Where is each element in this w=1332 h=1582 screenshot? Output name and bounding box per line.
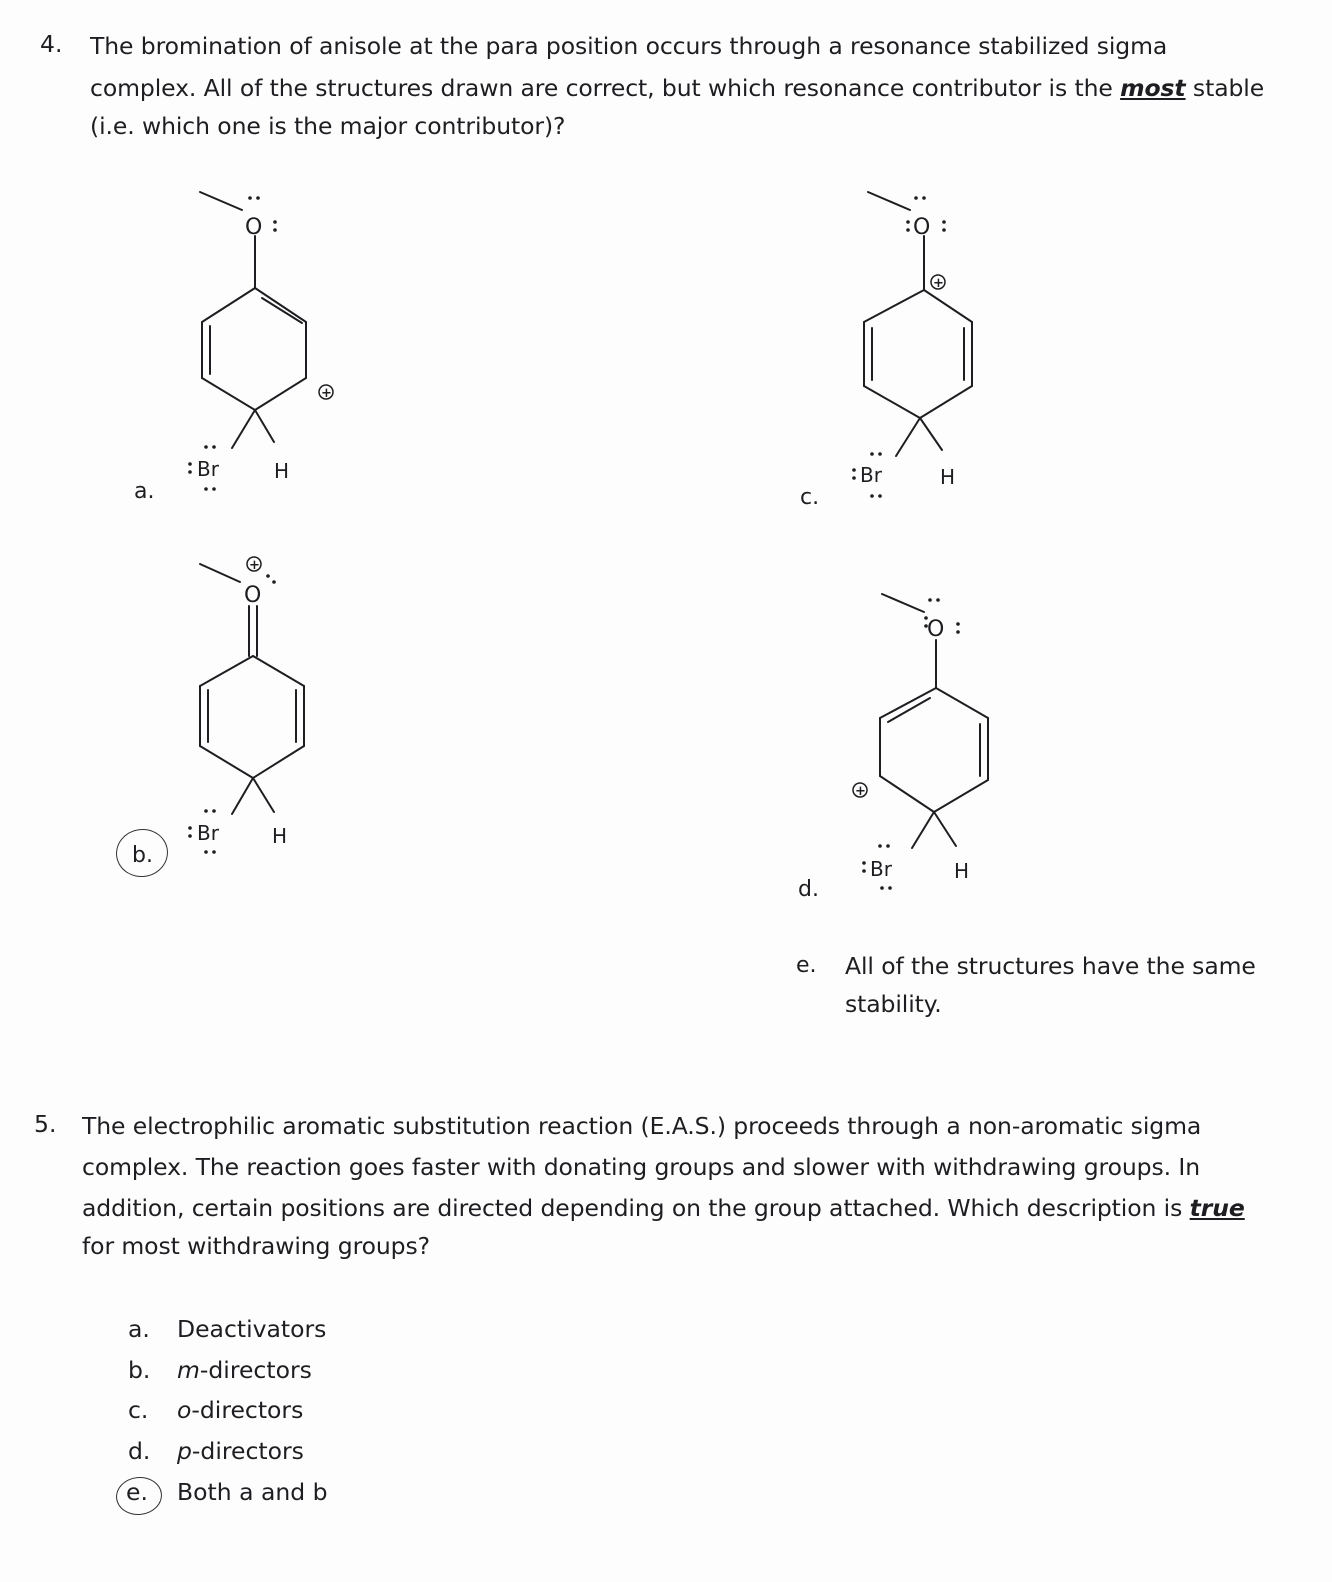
q5-option-b-label: b.: [128, 1356, 151, 1384]
charge: +: [855, 784, 866, 799]
atom-bromine: Br: [860, 463, 882, 487]
q4-label-a: a.: [134, 479, 155, 504]
q4-text-line2: complex. All of the structures drawn are correct, but which resonance contributor is the most stable: [90, 74, 1265, 102]
atom-hydrogen: H: [954, 859, 970, 883]
q5-text-line3: addition, certain positions are directed depending on the group attached. Which description is true: [82, 1194, 1245, 1222]
q5-text-line1: The electrophilic aromatic substitution reaction (E.A.S.) proceeds through a non-aromatic sigma: [82, 1112, 1202, 1140]
q5-text-line4: for most withdrawing groups?: [82, 1232, 431, 1260]
q4-label-d: d.: [798, 877, 819, 902]
q5-option-c-text: o-directors: [177, 1396, 304, 1424]
atom-oxygen: O: [913, 215, 931, 240]
q4-option-e-line1: All of the structures have the same: [845, 952, 1256, 980]
q5-text-line2: complex. The reaction goes faster with donating groups and slower with withdrawing groups. In: [82, 1153, 1201, 1181]
q4-text-line3: (i.e. which one is the major contributor)?: [90, 112, 566, 140]
q4-label-e: e.: [796, 953, 817, 978]
structure-b: [150, 540, 410, 870]
q5-option-a-label: a.: [128, 1315, 150, 1343]
atom-oxygen: O: [244, 583, 262, 608]
atom-hydrogen: H: [274, 459, 290, 483]
q5-option-a-text: Deactivators: [177, 1315, 327, 1343]
q5-option-d-label: d.: [128, 1437, 151, 1465]
q4-label-c: c.: [800, 485, 820, 510]
structure-d: [840, 580, 1100, 910]
atom-bromine: Br: [197, 821, 219, 845]
charge: +: [321, 386, 332, 401]
atom-oxygen: O: [927, 617, 945, 642]
atom-bromine: Br: [870, 857, 892, 881]
q5-option-e-label: e.: [126, 1478, 148, 1506]
q5-number: 5.: [34, 1110, 57, 1138]
q5-option-d-text: p-directors: [177, 1437, 304, 1465]
q5-option-c-label: c.: [128, 1396, 149, 1424]
q5-option-b-text: m-directors: [177, 1356, 312, 1384]
q4-emphasis-most: most: [1120, 74, 1186, 102]
structure-a: [150, 180, 410, 500]
atom-hydrogen: H: [272, 824, 288, 848]
structure-c: [820, 180, 1080, 500]
q4-option-e-line2: stability.: [845, 990, 942, 1018]
q4-label-b: b.: [132, 843, 153, 868]
atom-oxygen: O: [245, 215, 263, 240]
atom-hydrogen: H: [940, 465, 956, 489]
q4-text-line1: The bromination of anisole at the para position occurs through a resonance stabilized sigma: [90, 32, 1168, 60]
q4-number: 4.: [40, 30, 63, 58]
atom-bromine: Br: [197, 457, 219, 481]
charge: +: [249, 558, 260, 573]
q5-emphasis-true: true: [1189, 1194, 1245, 1222]
charge: +: [933, 276, 944, 291]
q5-option-e-text: Both a and b: [177, 1478, 328, 1506]
